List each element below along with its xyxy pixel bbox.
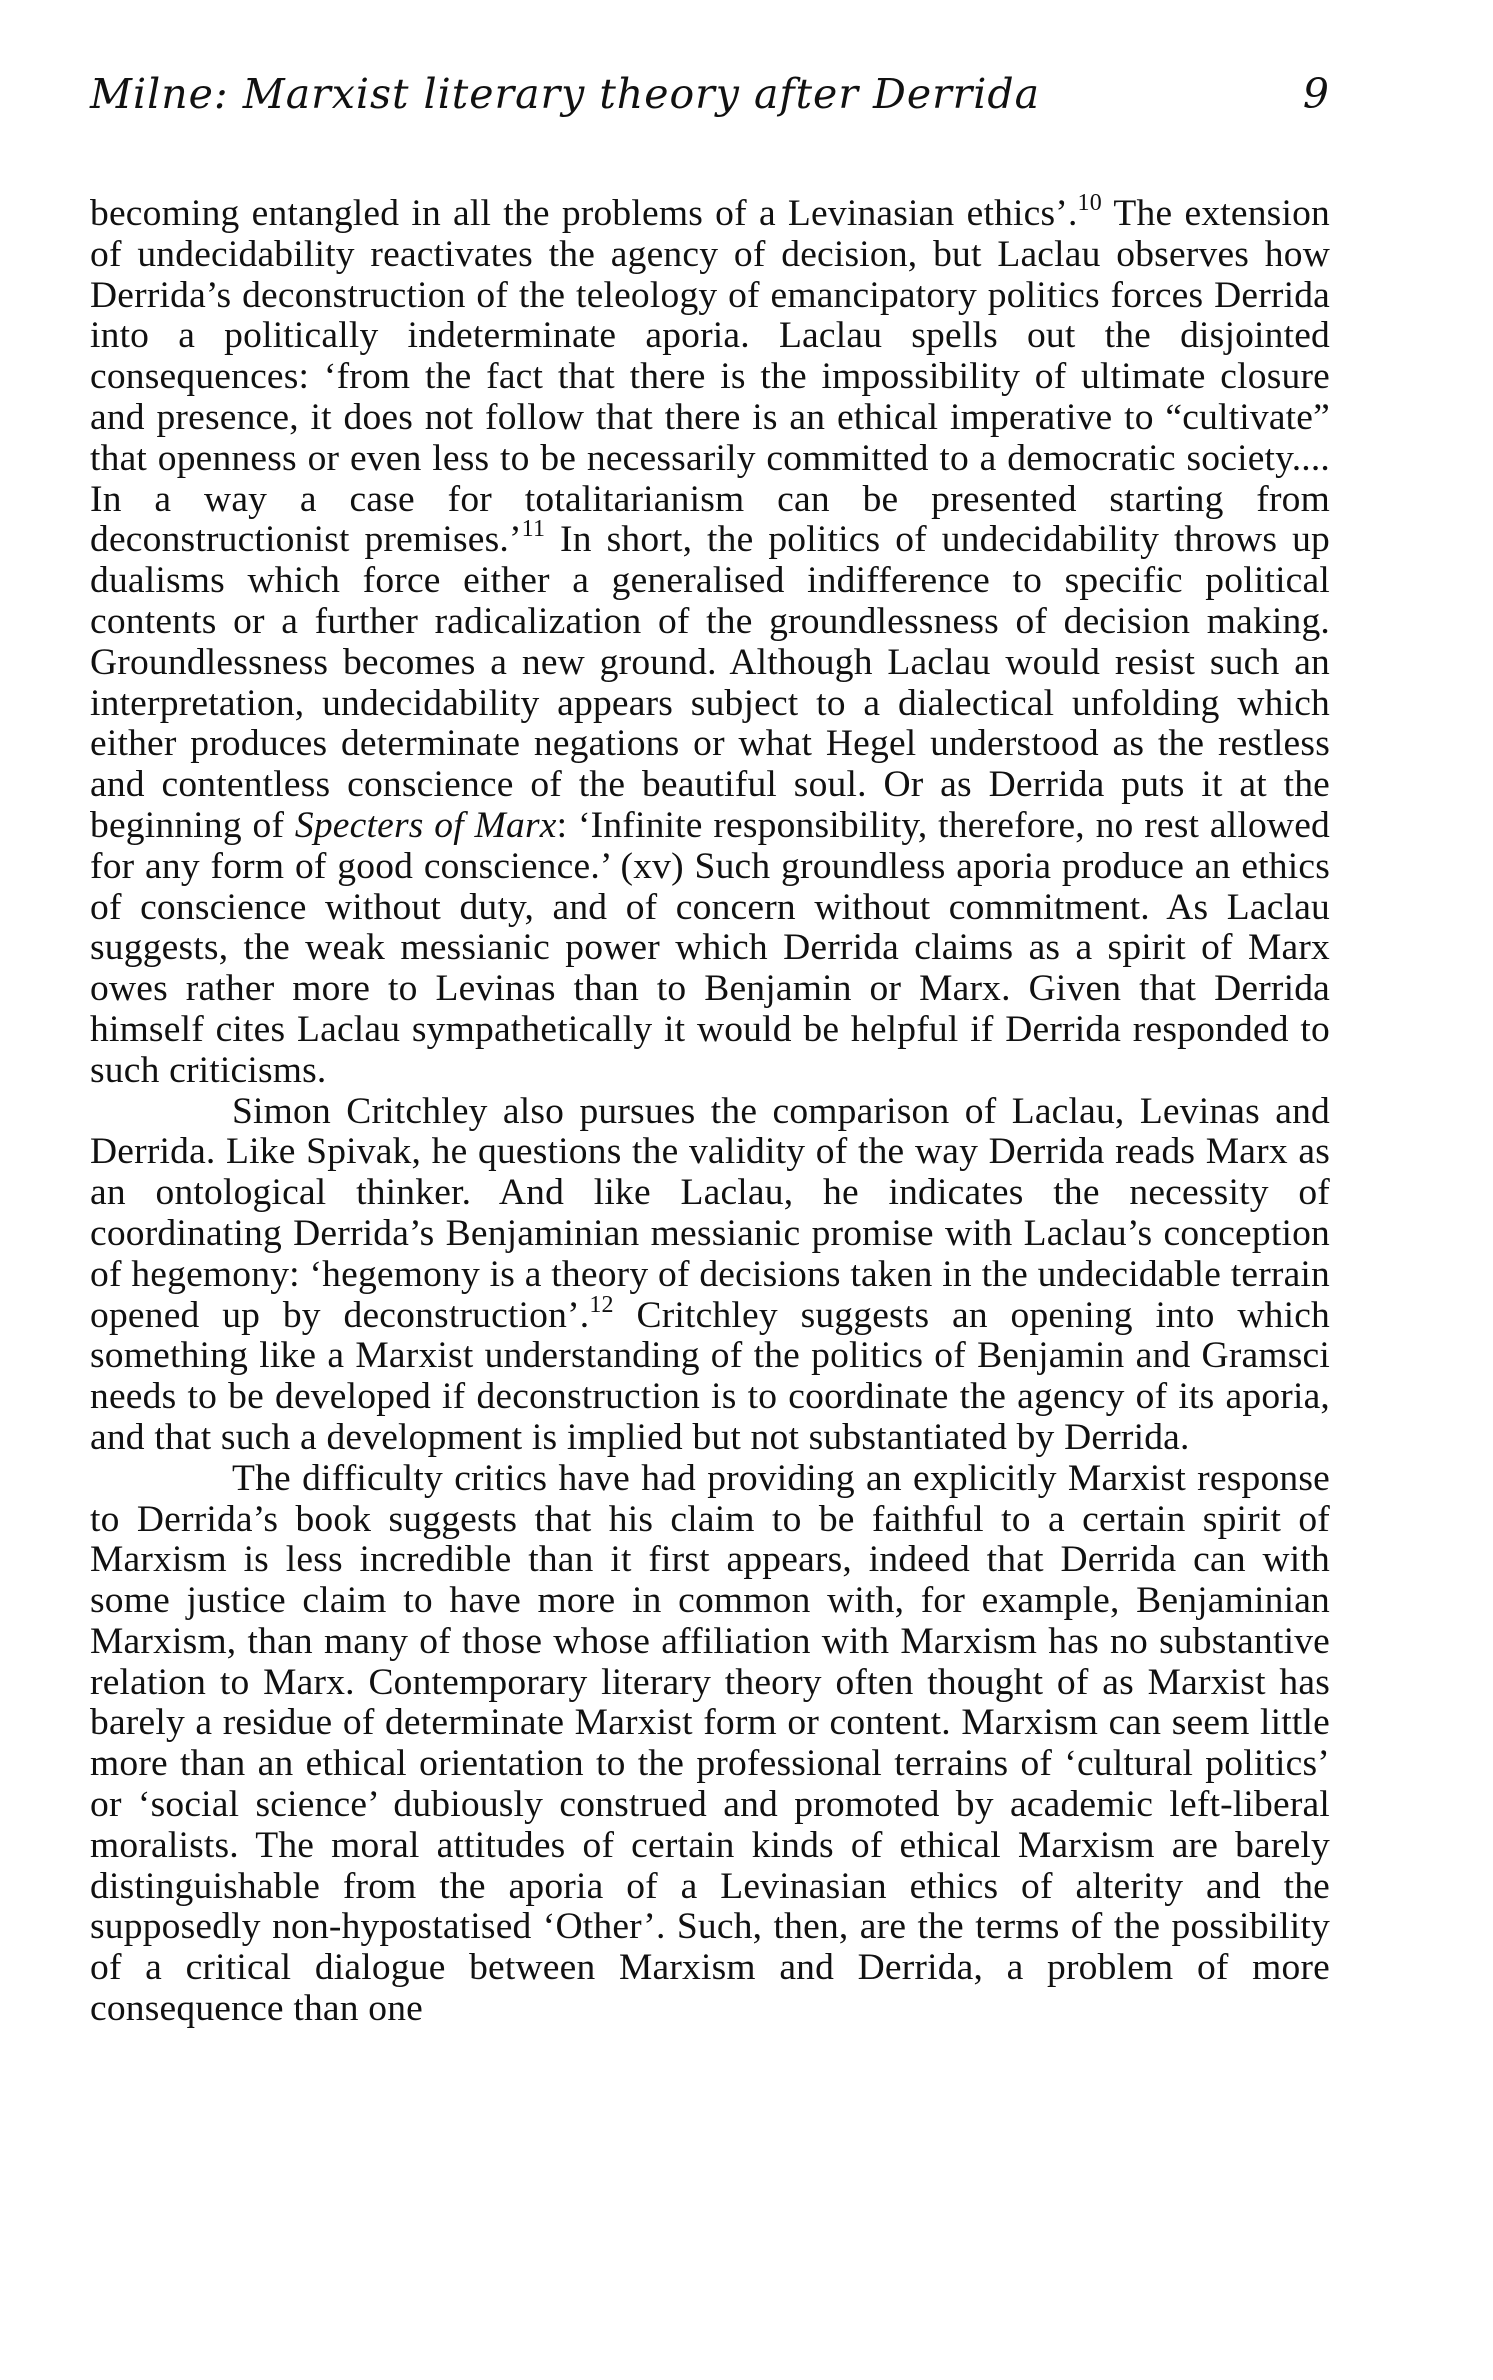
paragraph-1 [90, 190, 1330, 1092]
page-number: 9 [1302, 70, 1330, 118]
paragraph-2 [90, 1092, 1330, 1459]
book-title: Specters of Marx [294, 804, 557, 846]
paragraph-3 [90, 1459, 1330, 2030]
paragraph-text: Simon Critchley also pursues the comparison of Laclau, Levinas and Derrida. Like Spivak, he questions the validity of the way Derrida reads Marx as an ontological thinker. And like Laclau, he indicates the necessity of coordinating Derrida’s Benjaminian messianic promise with Laclau’s conception of hegemony: ‘hegemony is a theory of decisions taken in the undecidable terrain opened up by deconstruction’. [90, 1090, 1330, 1336]
footnote-ref-12: 12 [589, 1291, 614, 1318]
body-text [90, 190, 1330, 2030]
footnote-ref-11: 11 [521, 516, 546, 543]
paragraph-text: : ‘Infinite responsibility, therefore, no rest allowed for any form of good conscience.’ (xv) Such groundless aporia produce an ethics of conscience without duty, and of concern without commitment. As Laclau suggests, the weak messianic power which Derrida claims as a spirit of Marx owes rather more to Levinas than to Benjamin or Marx. Given that Derrida himself cites Laclau sympathetically it would be helpful if Derrida responded to such criticisms. [90, 804, 1330, 1091]
paragraph-text: The extension of undecidability reactivates the agency of decision, but Laclau observes how Derrida’s deconstruction of the teleology of emancipatory politics forces Derrida into a politically indeterminate aporia. Laclau spells out the disjointed consequences: ‘from the fact that there is the impossibility of ultimate closure and presence, it does not follow that there is an ethical imperative to “cultivate” that openness or even less to be necessarily committed to a democratic society.... In a way a case for totalitarianism can be presented starting from deconstructionist premises.’ [90, 193, 1330, 561]
page [90, 70, 1330, 2030]
paragraph-text: In short, the politics of undecidability throws up dualisms which force either a generalised indifference to specific political contents or a further radicalization of the groundlessness of decision making. Groundlessness becomes a new ground. Although Laclau would resist such an interpretation, undecidability appears subject to a dialectical unfolding which either produces determinate negations or what Hegel understood as the restless and contentless conscience of the beautiful soul. Or as Derrida puts it at the beginning of [90, 519, 1330, 846]
footnote-ref-10: 10 [1077, 190, 1102, 216]
running-head-title: Milne: Marxist literary theory after Derrida [90, 70, 1041, 118]
paragraph-text: becoming entangled in all the problems of a Levinasian ethics’. [90, 193, 1078, 234]
paragraph-text: Critchley suggests an opening into which something like a Marxist understanding of the politics of Benjamin and Gramsci needs to be developed if deconstruction is to coordinate the agency of its aporia, and that such a development is implied but not substantiated by Derrida. [90, 1294, 1330, 1458]
paragraph-text: The difficulty critics have had providing an explicitly Marxist response to Derrida’s book suggests that his claim to be faithful to a certain spirit of Marxism is less incredible than it first appears, indeed that Derrida can with some justice claim to have more in common with, for example, Benjaminian Marxism, than many of those whose affiliation with Marxism has no substantive relation to Marx. Contemporary literary theory often thought of as Marxist has barely a residue of determinate Marxist form or content. Marxism can seem little more than an ethical orientation to the professional terrains of ‘cultural politics’ or ‘social science’ dubiously construed and promoted by academic left-liberal moralists. The moral attitudes of certain kinds of ethical Marxism are barely distinguishable from the aporia of a Levinasian ethics of alterity and the supposedly non-hypostatised ‘Other’. Such, then, are the terms of the possibility of a critical dialogue between Marxism and Derrida, a problem of more consequence than one [90, 1457, 1330, 2030]
running-head [90, 70, 1330, 140]
